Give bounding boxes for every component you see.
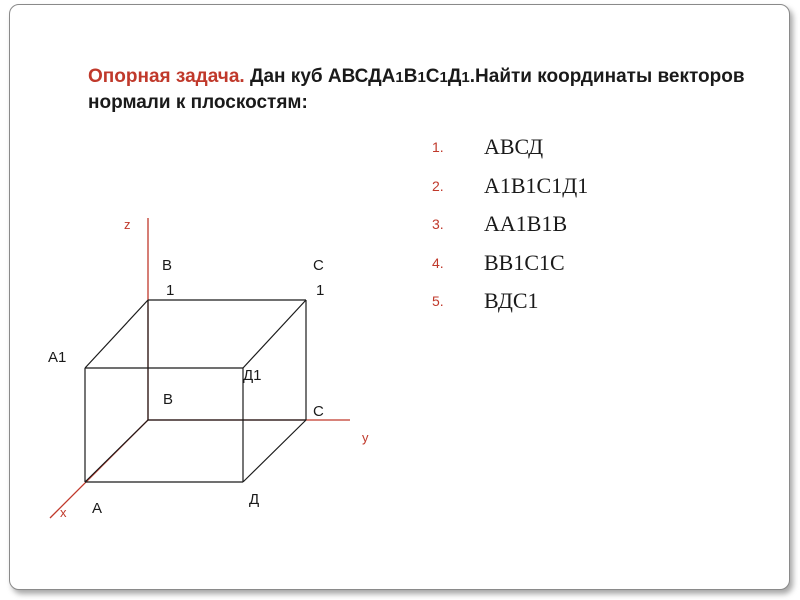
axis-label-z: z [124,217,131,232]
axis-label-y: y [362,430,369,445]
heading-subscript: 1 [439,69,448,86]
heading-subscript: 1 [461,69,470,86]
item-label: ВВ1С1С [484,249,565,275]
axis-label-x: x [60,505,67,520]
heading-accent: Опорная задача. [88,66,245,87]
vertex-label-b: В [163,391,174,408]
item-number: 2. [432,177,444,194]
vertex-label-b1-index: 1 [166,282,175,299]
vertex-label-c: С [313,403,324,420]
vertex-label-c1-index: 1 [316,282,325,299]
heading-part: Дан куб АВСДА [244,66,396,87]
heading-part: Д [447,66,462,87]
item-number: 3. [432,216,444,232]
edge-d1-c1 [243,300,306,368]
cube-edges [85,300,306,482]
heading-part: С [425,66,440,87]
item-label: АА1В1В [484,211,568,236]
vertex-label-a1: А1 [48,349,67,366]
item-number: 1. [432,139,444,155]
item-label: ВДС1 [484,288,539,313]
heading-part: .Найти координаты векторов нормали к плоскостям: [88,66,745,113]
edge-a1-b1 [85,300,148,368]
item-number: 5. [432,293,444,309]
item-number: 4. [432,254,444,271]
heading-subscript: 1 [395,69,404,86]
edge-d-c [243,420,306,482]
heading-part: В [403,66,418,87]
vertex-label-b1: В [162,257,173,274]
vertex-label-d1: Д1 [243,367,262,384]
heading-subscript: 1 [417,69,426,86]
vertex-label-c1: С [313,257,324,274]
vertex-label-d: Д [249,491,260,508]
item-label: АВСД [484,134,544,159]
item-label: А1В1С1Д1 [484,172,589,198]
vertex-label-a: А [92,500,103,517]
edge-a-b [85,420,148,482]
